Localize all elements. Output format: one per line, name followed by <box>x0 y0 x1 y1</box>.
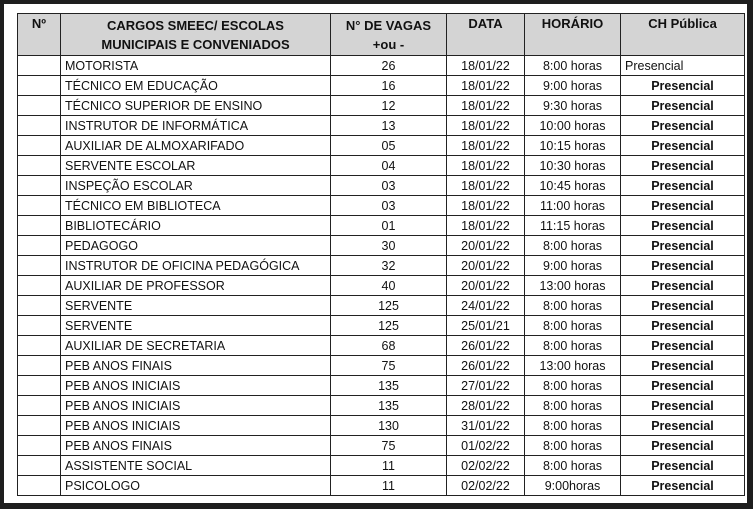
row-data: 24/01/22 <box>447 296 525 316</box>
row-horario: 13:00 horas <box>525 356 621 376</box>
header-horario: HORÁRIO <box>525 14 621 56</box>
row-horario: 10:15 horas <box>525 136 621 156</box>
row-data: 26/01/22 <box>447 356 525 376</box>
row-ch-publica: Presencial <box>621 116 745 136</box>
row-horario: 8:00 horas <box>525 456 621 476</box>
row-vagas: 130 <box>331 416 447 436</box>
row-number <box>18 276 61 296</box>
table-row <box>18 56 745 76</box>
row-horario: 8:00 horas <box>525 376 621 396</box>
table-row <box>18 336 745 356</box>
table-row <box>18 476 745 496</box>
row-ch-publica: Presencial <box>621 256 745 276</box>
row-data: 27/01/22 <box>447 376 525 396</box>
row-ch-publica: Presencial <box>621 356 745 376</box>
row-cargo: AUXILIAR DE ALMOXARIFADO <box>61 136 331 156</box>
row-number <box>18 196 61 216</box>
row-data: 31/01/22 <box>447 416 525 436</box>
row-data: 18/01/22 <box>447 196 525 216</box>
header-number: Nº <box>18 14 61 56</box>
row-number <box>18 76 61 96</box>
row-cargo: TÉCNICO EM BIBLIOTECA <box>61 196 331 216</box>
row-cargo: BIBLIOTECÁRIO <box>61 216 331 236</box>
table-header-row <box>18 14 745 56</box>
row-horario: 8:00 horas <box>525 416 621 436</box>
row-vagas: 135 <box>331 376 447 396</box>
row-data: 18/01/22 <box>447 116 525 136</box>
row-horario: 8:00 horas <box>525 316 621 336</box>
row-cargo: TÉCNICO EM EDUCAÇÃO <box>61 76 331 96</box>
row-vagas: 125 <box>331 296 447 316</box>
row-vagas: 32 <box>331 256 447 276</box>
row-horario: 8:00 horas <box>525 296 621 316</box>
row-ch-publica: Presencial <box>621 276 745 296</box>
row-horario: 9:00horas <box>525 476 621 496</box>
header-vagas <box>331 14 447 56</box>
row-data: 18/01/22 <box>447 136 525 156</box>
row-cargo: AUXILIAR DE SECRETARIA <box>61 336 331 356</box>
row-data: 01/02/22 <box>447 436 525 456</box>
row-vagas: 135 <box>331 396 447 416</box>
header-vagas-line1: N° DE VAGAS <box>345 17 432 33</box>
row-ch-publica: Presencial <box>621 176 745 196</box>
row-data: 20/01/22 <box>447 256 525 276</box>
header-cargo <box>61 14 331 56</box>
table-row <box>18 256 745 276</box>
row-cargo: INSTRUTOR DE OFICINA PEDAGÓGICA <box>61 256 331 276</box>
row-data: 18/01/22 <box>447 56 525 76</box>
table-row <box>18 416 745 436</box>
row-vagas: 11 <box>331 456 447 476</box>
row-horario: 10:45 horas <box>525 176 621 196</box>
row-number <box>18 356 61 376</box>
row-ch-publica: Presencial <box>621 136 745 156</box>
row-ch-publica: Presencial <box>621 156 745 176</box>
row-horario: 11:15 horas <box>525 216 621 236</box>
row-vagas: 68 <box>331 336 447 356</box>
row-data: 20/01/22 <box>447 236 525 256</box>
table-row <box>18 276 745 296</box>
header-vagas-line2: +ou - <box>372 36 405 52</box>
row-data: 18/01/22 <box>447 76 525 96</box>
row-vagas: 75 <box>331 436 447 456</box>
row-number <box>18 416 61 436</box>
row-ch-publica: Presencial <box>621 236 745 256</box>
row-cargo: INSTRUTOR DE INFORMÁTICA <box>61 116 331 136</box>
row-horario: 10:30 horas <box>525 156 621 176</box>
row-horario: 8:00 horas <box>525 396 621 416</box>
row-vagas: 12 <box>331 96 447 116</box>
row-number <box>18 456 61 476</box>
row-number <box>18 336 61 356</box>
table-row <box>18 436 745 456</box>
row-number <box>18 436 61 456</box>
row-cargo: INSPEÇÃO ESCOLAR <box>61 176 331 196</box>
row-data: 25/01/21 <box>447 316 525 336</box>
row-number <box>18 176 61 196</box>
header-cargo-line2: MUNICIPAIS E CONVENIADOS <box>101 36 290 52</box>
row-number <box>18 156 61 176</box>
row-number <box>18 216 61 236</box>
row-cargo: SERVENTE <box>61 316 331 336</box>
row-vagas: 01 <box>331 216 447 236</box>
row-data: 28/01/22 <box>447 396 525 416</box>
row-ch-publica: Presencial <box>621 316 745 336</box>
row-data: 26/01/22 <box>447 336 525 356</box>
table-row <box>18 96 745 116</box>
table-row <box>18 316 745 336</box>
row-cargo: PEB ANOS INICIAIS <box>61 416 331 436</box>
vacancy-schedule-table <box>17 13 745 496</box>
row-horario: 9:00 horas <box>525 256 621 276</box>
row-ch-publica: Presencial <box>621 216 745 236</box>
row-vagas: 11 <box>331 476 447 496</box>
table-row <box>18 396 745 416</box>
row-number <box>18 376 61 396</box>
row-vagas: 125 <box>331 316 447 336</box>
row-data: 18/01/22 <box>447 216 525 236</box>
row-vagas: 03 <box>331 196 447 216</box>
row-ch-publica: Presencial <box>621 56 745 76</box>
row-horario: 8:00 horas <box>525 436 621 456</box>
table-row <box>18 456 745 476</box>
row-data: 18/01/22 <box>447 176 525 196</box>
table-row <box>18 196 745 216</box>
row-ch-publica: Presencial <box>621 196 745 216</box>
header-cargo-line1: CARGOS SMEEC/ ESCOLAS <box>107 17 284 33</box>
table-row <box>18 376 745 396</box>
row-vagas: 40 <box>331 276 447 296</box>
table-row <box>18 236 745 256</box>
row-data: 02/02/22 <box>447 456 525 476</box>
row-horario: 13:00 horas <box>525 276 621 296</box>
row-cargo: MOTORISTA <box>61 56 331 76</box>
row-cargo: TÉCNICO SUPERIOR DE ENSINO <box>61 96 331 116</box>
table-body <box>18 56 745 496</box>
row-data: 18/01/22 <box>447 96 525 116</box>
row-cargo: ASSISTENTE SOCIAL <box>61 456 331 476</box>
row-cargo: SERVENTE ESCOLAR <box>61 156 331 176</box>
row-horario: 11:00 horas <box>525 196 621 216</box>
row-number <box>18 56 61 76</box>
table-row <box>18 356 745 376</box>
row-number <box>18 296 61 316</box>
row-horario: 8:00 horas <box>525 56 621 76</box>
row-ch-publica: Presencial <box>621 436 745 456</box>
row-vagas: 26 <box>331 56 447 76</box>
row-number <box>18 316 61 336</box>
row-ch-publica: Presencial <box>621 416 745 436</box>
row-vagas: 03 <box>331 176 447 196</box>
row-ch-publica: Presencial <box>621 76 745 96</box>
row-number <box>18 256 61 276</box>
row-cargo: PSICOLOGO <box>61 476 331 496</box>
row-cargo: PEB ANOS INICIAIS <box>61 396 331 416</box>
row-number <box>18 96 61 116</box>
row-vagas: 04 <box>331 156 447 176</box>
header-ch-publica: CH Pública <box>621 14 745 56</box>
header-data: DATA <box>447 14 525 56</box>
row-vagas: 30 <box>331 236 447 256</box>
row-ch-publica: Presencial <box>621 476 745 496</box>
row-vagas: 16 <box>331 76 447 96</box>
row-horario: 10:00 horas <box>525 116 621 136</box>
row-ch-publica: Presencial <box>621 296 745 316</box>
table-row <box>18 176 745 196</box>
row-number <box>18 136 61 156</box>
row-number <box>18 396 61 416</box>
table-row <box>18 216 745 236</box>
row-ch-publica: Presencial <box>621 336 745 356</box>
row-data: 20/01/22 <box>447 276 525 296</box>
table-row <box>18 76 745 96</box>
row-cargo: PEDAGOGO <box>61 236 331 256</box>
table-row <box>18 116 745 136</box>
row-ch-publica: Presencial <box>621 376 745 396</box>
row-cargo: AUXILIAR DE PROFESSOR <box>61 276 331 296</box>
row-horario: 8:00 horas <box>525 236 621 256</box>
row-cargo: PEB ANOS FINAIS <box>61 356 331 376</box>
row-data: 02/02/22 <box>447 476 525 496</box>
row-number <box>18 236 61 256</box>
row-number <box>18 476 61 496</box>
row-ch-publica: Presencial <box>621 456 745 476</box>
row-vagas: 05 <box>331 136 447 156</box>
row-data: 18/01/22 <box>447 156 525 176</box>
table-row <box>18 136 745 156</box>
row-cargo: PEB ANOS INICIAIS <box>61 376 331 396</box>
row-number <box>18 116 61 136</box>
row-horario: 9:00 horas <box>525 76 621 96</box>
row-ch-publica: Presencial <box>621 396 745 416</box>
row-cargo: PEB ANOS FINAIS <box>61 436 331 456</box>
row-vagas: 75 <box>331 356 447 376</box>
row-cargo: SERVENTE <box>61 296 331 316</box>
row-vagas: 13 <box>331 116 447 136</box>
row-horario: 8:00 horas <box>525 336 621 356</box>
row-ch-publica: Presencial <box>621 96 745 116</box>
table-row <box>18 296 745 316</box>
table-row <box>18 156 745 176</box>
row-horario: 9:30 horas <box>525 96 621 116</box>
